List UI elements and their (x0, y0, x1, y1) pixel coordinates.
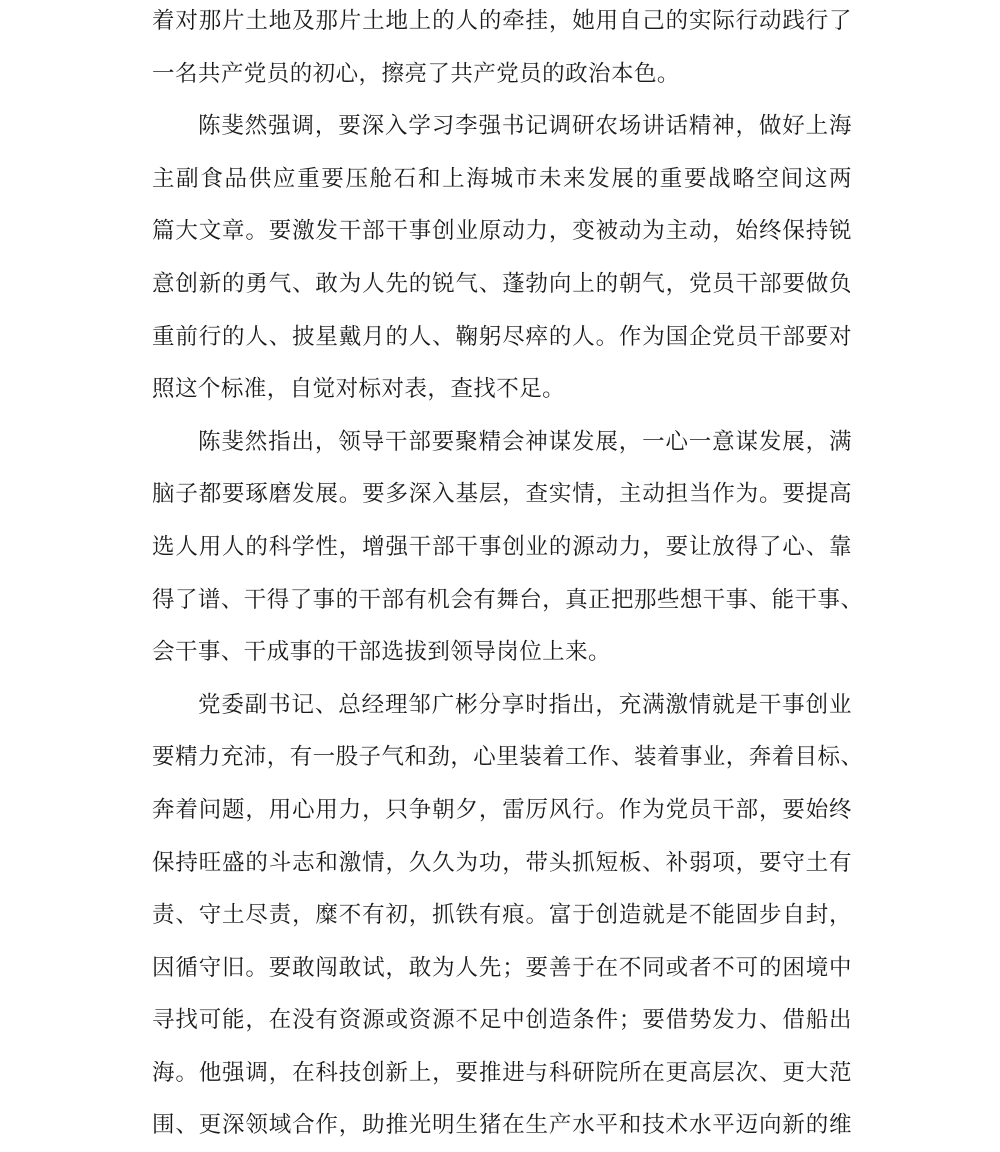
text-line: 脑子都要琢磨发展。要多深入基层，查实情，主动担当作为。要提高 (152, 481, 852, 508)
text-line: 一名共产党员的初心，擦亮了共产党员的政治本色。 (152, 60, 680, 87)
document-body (152, 0, 864, 1152)
text-line: 因循守旧。要敢闯敢试，敢为人先；要善于在不同或者不可的困境中 (152, 954, 852, 981)
text-line: 责、守土尽责，糜不有初，抓铁有痕。富于创造就是不能固步自封， (152, 902, 852, 929)
text-line: 海。他强调，在科技创新上，要推进与科研院所在更高层次、更大范 (152, 1059, 852, 1086)
text-line: 围、更深领域合作，助推光明生猪在生产水平和技术水平迈向新的维 (152, 1112, 852, 1139)
text-line: 照这个标准，自觉对标对表，查找不足。 (152, 376, 566, 403)
text-line: 会干事、干成事的干部选拔到领导岗位上来。 (152, 639, 612, 666)
text-line: 主副食品供应重要压舱石和上海城市未来发展的重要战略空间这两 (152, 165, 852, 192)
text-line: 要精力充沛，有一股子气和劲，心里装着工作、装着事业，奔着目标、 (152, 744, 864, 771)
text-line: 党委副书记、总经理邹广彬分享时指出，充满激情就是干事创业 (198, 691, 852, 718)
text-line: 寻找可能，在没有资源或资源不足中创造条件；要借势发力、借船出 (152, 1007, 852, 1034)
text-line: 重前行的人、披星戴月的人、鞠躬尽瘁的人。作为国企党员干部要对 (152, 323, 852, 350)
text-line: 陈斐然强调，要深入学习李强书记调研农场讲话精神，做好上海 (198, 113, 852, 140)
text-line: 保持旺盛的斗志和激情，久久为功，带头抓短板、补弱项，要守土有 (152, 849, 852, 876)
text-line: 意创新的勇气、敢为人先的锐气、蓬勃向上的朝气，党员干部要做负 (152, 270, 852, 297)
text-line: 奔着问题，用心用力，只争朝夕，雷厉风行。作为党员干部，要始终 (152, 796, 852, 823)
text-line: 选人用人的科学性，增强干部干事创业的源动力，要让放得了心、靠 (152, 533, 852, 560)
text-line: 着对那片土地及那片土地上的人的牵挂，她用自己的实际行动践行了 (152, 8, 852, 34)
text-line: 陈斐然指出，领导干部要聚精会神谋发展，一心一意谋发展，满 (198, 428, 852, 455)
text-line: 得了谱、干得了事的干部有机会有舞台，真正把那些想干事、能干事、 (152, 586, 864, 613)
text-line: 篇大文章。要激发干部干事创业原动力，变被动为主动，始终保持锐 (152, 218, 852, 245)
